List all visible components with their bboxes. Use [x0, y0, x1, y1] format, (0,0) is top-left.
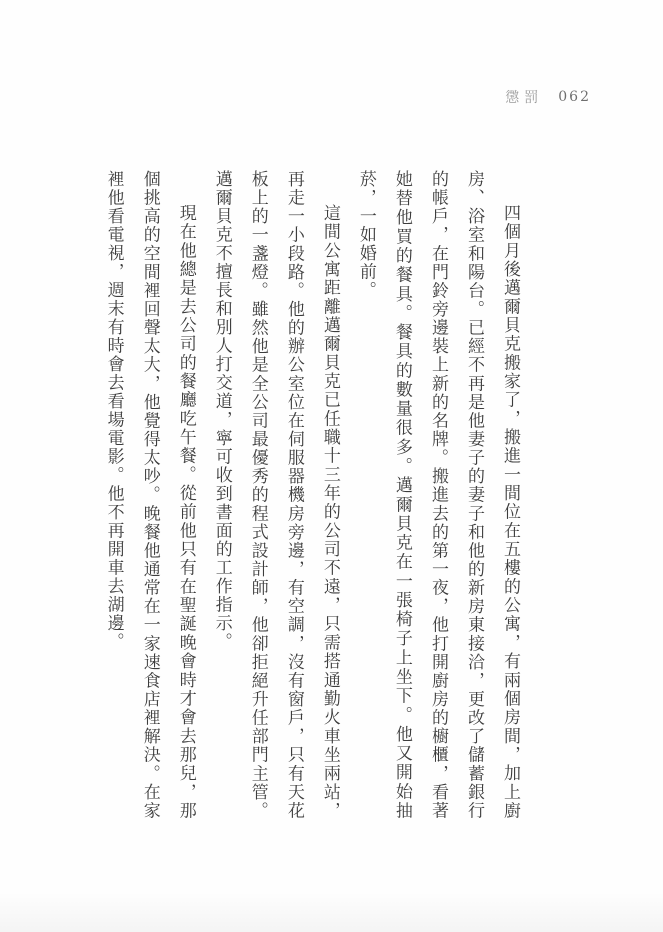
- body-text: [96, 170, 528, 820]
- book-title: 懲罰: [505, 90, 544, 106]
- paragraph-3: 現在他總是去公司的餐廳吃午餐。從前他只有在聖誕晚會時才會去那兒，那個挑高的空間裡回聲太大，他覺得太吵。晚餐他通常在一家速食店裡解決。在家裡他看電視，週末有時會去看場電影。他不再開車去湖邊。: [103, 170, 196, 820]
- page-number: 062: [558, 89, 591, 105]
- paragraph-2: 這間公寓距離邁爾貝克已任職十三年的公司不遠，只需搭通勤火車坐兩站，再走一小段路。他的辦公室位在伺服器機房旁邊，有空調，沒有窗戶，只有天花板上的一盞燈。雖然他是全公司最優秀的程式設計師，他卻拒絕升任部門主管。邁爾貝克不擅長和別人打交道，寧可收到書面的工作指示。: [211, 170, 340, 820]
- running-head: [505, 87, 591, 107]
- paragraph-1: 四個月後邁爾貝克搬家了，搬進一間位在五樓的公寓，有兩個房間，加上廚房、浴室和陽台。已經不再是他妻子的妻子和他的新房東接洽，更改了儲蓄銀行的帳戶，在門鈴旁邊裝上新的名牌。搬進去的第一夜，他打開廚房的櫥櫃，看著她替他買的餐具。餐具的數量很多。邁爾貝克在一張椅子上坐下。他又開始抽菸，一如婚前。: [355, 170, 520, 820]
